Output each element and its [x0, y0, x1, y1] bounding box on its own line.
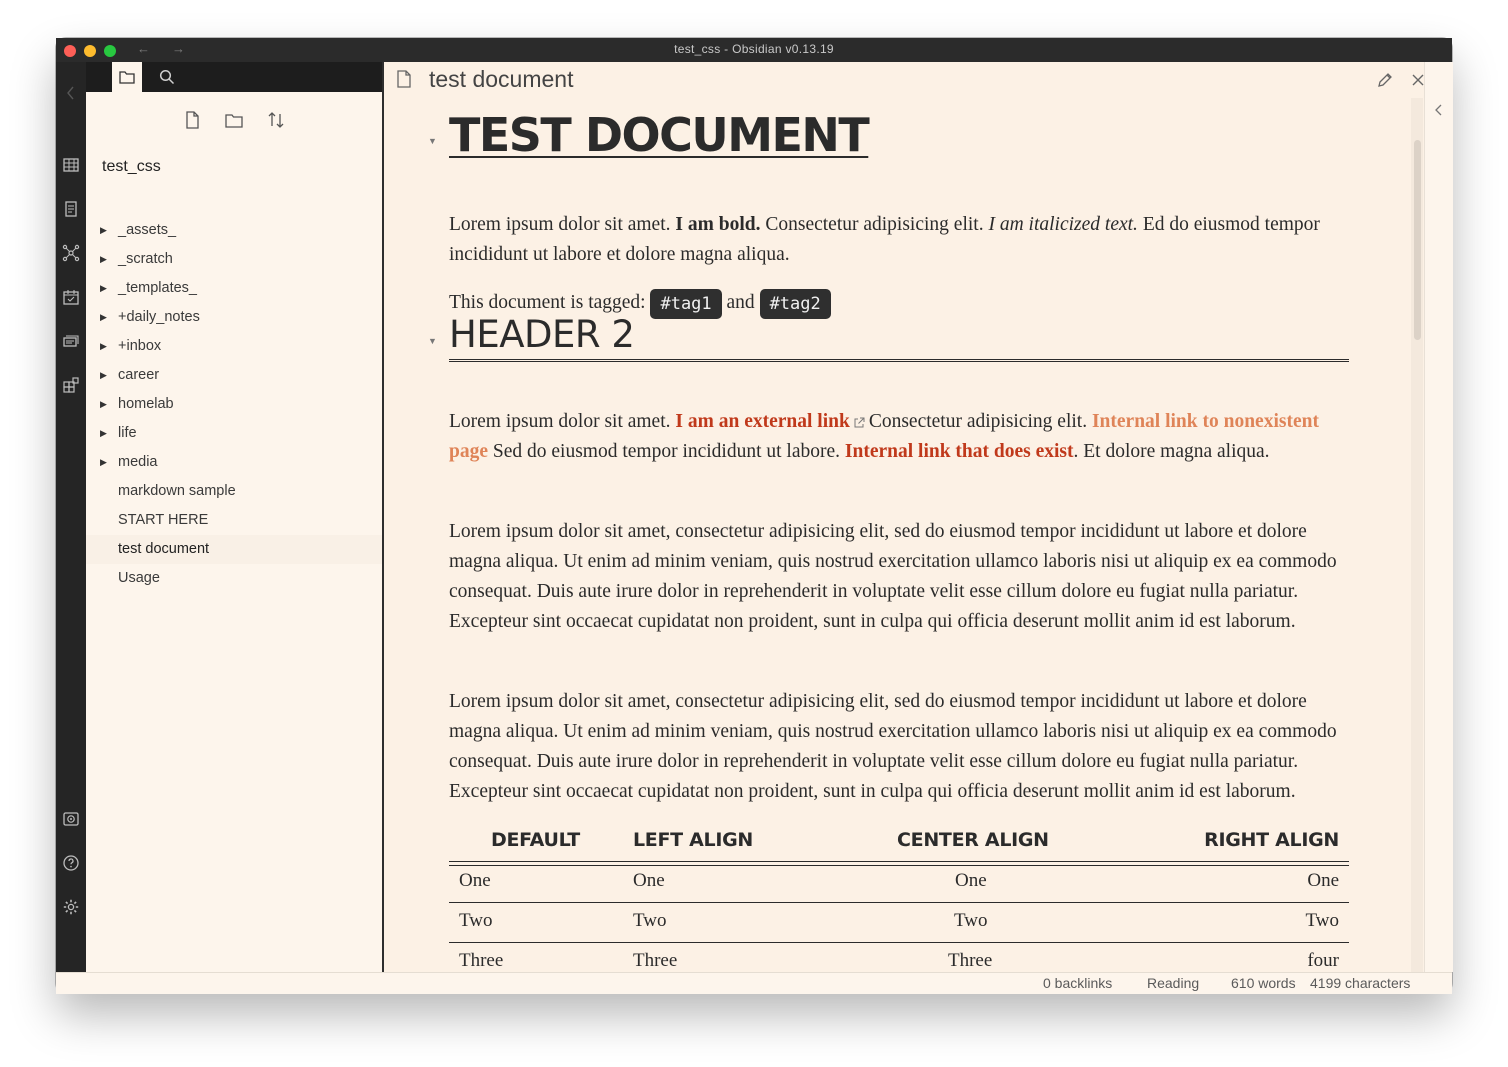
tree-file[interactable] [86, 477, 382, 506]
right-sidebar-collapsed [1424, 62, 1453, 972]
table-cell: Two [1305, 910, 1339, 931]
reading-view [428, 98, 1349, 972]
tree-item-label: +daily_notes [118, 309, 200, 325]
table-cell: One [955, 870, 987, 891]
tree-item-label: career [118, 367, 160, 383]
character-count: 4199 characters [1310, 975, 1411, 991]
new-file-icon [182, 110, 202, 130]
caret-right-icon[interactable]: ▶ [100, 428, 107, 438]
editor-header [384, 62, 1424, 98]
caret-right-icon[interactable]: ▶ [100, 370, 107, 380]
vault-icon[interactable] [62, 810, 80, 828]
backlinks-count[interactable]: 0 backlinks [1043, 975, 1113, 991]
tag-pill[interactable]: #tag2 [760, 289, 831, 319]
forward-arrow-icon[interactable]: → [172, 41, 185, 56]
document-icon [396, 70, 412, 88]
paragraph-lorem-2: Lorem ipsum dolor sit amet, consectetur adipisicing elit, sed do eiusmod tempor incididunt ut labore et dolore magna aliqua. Ut enim ad minim veniam, quis nostrud exercitation ullamco laboris nisi ut aliquip ex ea commodo consequat. Duis aute irure dolor in reprehenderit in voluptate velit esse cillum dolore eu fugiat nulla pariatur. Excepteur sint occaecat cupidatat non proident, sunt in culpa qui officia deserunt mollit anim id est laborum. [449, 691, 1337, 802]
help-icon[interactable] [62, 854, 80, 872]
view-mode[interactable]: Reading [1147, 975, 1200, 991]
tree-item-label: test document [118, 541, 210, 557]
table-cell: four [1307, 950, 1339, 971]
paragraph-lorem-1: Lorem ipsum dolor sit amet, consectetur adipisicing elit, sed do eiusmod tempor incididunt ut labore et dolore magna aliqua. Ut enim ad minim veniam, quis nostrud exercitation ullamco laboris nisi ut aliquip ex ea commodo consequat. Duis aute irure dolor in reprehenderit in voluptate velit esse cillum dolore eu fugiat nulla pariatur. Excepteur sint occaecat cupidatat non proident, sunt in culpa qui officia deserunt mollit anim id est laborum. [449, 521, 1337, 632]
status-bar [56, 972, 1452, 994]
tree-folder[interactable] [86, 332, 382, 361]
sort-button[interactable] [266, 110, 284, 130]
internal-link[interactable]: Internal link that does exist [844, 441, 1074, 462]
tab-search[interactable] [152, 62, 182, 92]
external-link-icon [853, 417, 865, 429]
table-row-rule [449, 942, 1349, 943]
edit-pencil-icon[interactable] [1376, 71, 1394, 89]
new-note-button[interactable] [182, 110, 200, 130]
tree-file[interactable] [86, 506, 382, 535]
plugin-grid-icon[interactable] [62, 376, 80, 394]
paragraph-tags: This document is tagged: #tag1 and #tag2 [449, 288, 1349, 319]
paragraph-links: Lorem ipsum dolor sit amet. I am an external link Consectetur adipisicing elit. Internal link to nonexistent page Sed do eiusmod tempor incididunt ut labore. Internal link that does exist. Et dolore magna aliqua. [449, 411, 1319, 462]
heading-1: TEST DOCUMENT [449, 108, 869, 162]
italic-text: I am italicized text. [988, 214, 1138, 235]
table-header-cell: RIGHT ALIGN [1204, 829, 1339, 851]
collapse-left-icon[interactable] [62, 84, 80, 102]
new-folder-icon [224, 110, 244, 130]
tree-folder[interactable] [86, 245, 382, 274]
tree-folder[interactable] [86, 361, 382, 390]
table-cell: Three [459, 950, 504, 971]
folder-icon [118, 68, 136, 86]
bold-text: I am bold. [675, 214, 761, 235]
slides-icon[interactable] [62, 332, 80, 350]
table-row-rule [449, 902, 1349, 903]
table-cell: One [1307, 870, 1339, 891]
new-folder-button[interactable] [224, 110, 242, 130]
tree-item-label: _assets_ [118, 222, 177, 238]
caret-right-icon[interactable]: ▶ [100, 341, 107, 351]
fold-h1-icon[interactable]: ▼ [428, 136, 437, 146]
sidebar-tabs [86, 62, 382, 92]
tag-pill[interactable]: #tag1 [650, 289, 721, 319]
document-title[interactable]: test document [429, 66, 574, 92]
graph-view-icon[interactable] [62, 244, 80, 262]
tree-folder[interactable] [86, 419, 382, 448]
table-cell: Three [948, 950, 993, 971]
tree-file[interactable] [86, 535, 382, 564]
caret-right-icon[interactable]: ▶ [100, 254, 107, 264]
tree-item-label: +inbox [118, 338, 162, 354]
fold-h2-icon[interactable]: ▼ [428, 336, 437, 346]
tree-item-label: Usage [118, 570, 160, 586]
table-header-cell: CENTER ALIGN [897, 829, 1049, 851]
tab-file-explorer[interactable] [112, 62, 142, 92]
tree-file[interactable] [86, 564, 382, 593]
tree-item-label: media [118, 454, 158, 470]
window-title: test_css - Obsidian v0.13.19 [674, 42, 834, 56]
templates-icon[interactable] [62, 200, 80, 218]
sort-arrows-icon [266, 110, 286, 130]
caret-right-icon[interactable]: ▶ [100, 399, 107, 409]
paragraph-1: Lorem ipsum dolor sit amet. I am bold. Consectetur adipisicing elit. I am italicized text. Ed do eiusmod tempor incididunt ut labore et dolore magna aliqua. [449, 214, 1320, 265]
table-cell: Two [954, 910, 988, 931]
tree-folder[interactable] [86, 448, 382, 477]
search-icon [158, 68, 176, 86]
back-arrow-icon[interactable]: ← [137, 41, 150, 56]
file-explorer-sidebar [86, 62, 382, 972]
tree-folder[interactable] [86, 303, 382, 332]
caret-right-icon[interactable]: ▶ [100, 283, 107, 293]
tree-folder[interactable] [86, 274, 382, 303]
table-cell: Two [459, 910, 493, 931]
settings-gear-icon[interactable] [62, 898, 80, 916]
heading-2: HEADER 2 [449, 315, 1349, 362]
tree-item-label: _scratch [118, 251, 173, 267]
word-count: 610 words [1231, 975, 1296, 991]
title-bar [56, 38, 1452, 62]
tree-item-label: life [118, 425, 137, 441]
caret-right-icon[interactable]: ▶ [100, 312, 107, 322]
vault-name: test_css [102, 158, 161, 175]
table-cell: Two [633, 910, 667, 931]
tree-folder[interactable] [86, 216, 382, 245]
tree-item-label: _templates_ [118, 280, 197, 296]
table-cell: Three [633, 950, 678, 971]
tree-item-label: homelab [118, 396, 174, 412]
table-header-rule [449, 861, 1349, 866]
tree-item-label: START HERE [118, 512, 209, 528]
caret-right-icon[interactable]: ▶ [100, 225, 107, 235]
ribbon [56, 62, 86, 972]
editor-pane [384, 62, 1424, 972]
caret-right-icon[interactable]: ▶ [100, 457, 107, 467]
tree-folder[interactable] [86, 390, 382, 419]
calendar-icon[interactable] [62, 288, 80, 306]
table-icon[interactable] [62, 156, 80, 174]
external-link[interactable]: I am an external link [675, 411, 850, 432]
scrollbar-thumb[interactable] [1414, 140, 1421, 340]
app-window [56, 38, 1452, 993]
tree-item-label: markdown sample [118, 483, 236, 499]
table-cell: One [633, 870, 665, 891]
table-cell: One [459, 870, 491, 891]
unresolved-internal-link[interactable]: Internal link to nonexistent page [449, 411, 1319, 462]
table-header-cell: LEFT ALIGN [633, 829, 754, 851]
table-header-cell: DEFAULT [491, 829, 580, 851]
expand-right-sidebar-icon[interactable] [1431, 102, 1447, 118]
